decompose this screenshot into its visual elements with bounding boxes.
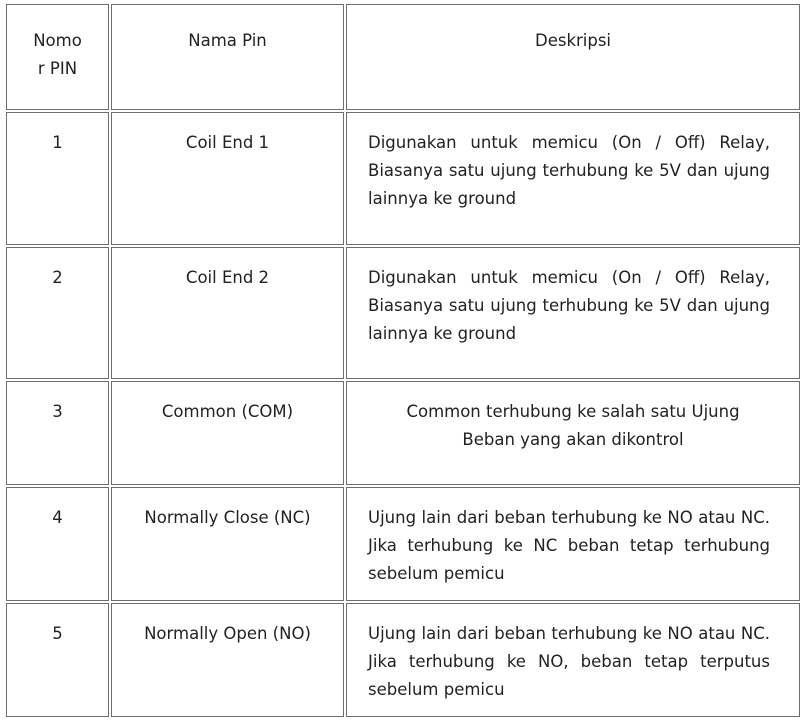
pin-name-cell: Common (COM): [111, 381, 344, 485]
header-pin-number-line2: r PIN: [37, 59, 78, 78]
pin-number-cell: 1: [6, 112, 109, 245]
pin-number-cell: 2: [6, 247, 109, 379]
pin-description-cell: Common terhubung ke salah satu Ujung Beban yang akan dikontrol: [346, 381, 800, 485]
pin-number-cell: 5: [6, 603, 109, 717]
pin-number-cell: 3: [6, 381, 109, 485]
pin-description-cell: Digunakan untuk memicu (On / Off) Relay, Biasanya satu ujung terhubung ke 5V dan ujung lainnya ke ground: [346, 247, 800, 379]
pin-description-cell: Ujung lain dari beban terhubung ke NO atau NC. Jika terhubung ke NC beban tetap terhubung sebelum pemicu: [346, 487, 800, 601]
pin-description-cell: Digunakan untuk memicu (On / Off) Relay, Biasanya satu ujung terhubung ke 5V dan ujung lainnya ke ground: [346, 112, 800, 245]
table-row: [6, 603, 800, 717]
pin-number-cell: 4: [6, 487, 109, 601]
pin-name-cell: Coil End 2: [111, 247, 344, 379]
table-header-row: [6, 4, 800, 110]
table-row: [6, 487, 800, 601]
pin-table: [4, 2, 802, 719]
pin-name-cell: Normally Close (NC): [111, 487, 344, 601]
header-pin-number: [6, 4, 109, 110]
pin-name-cell: Coil End 1: [111, 112, 344, 245]
table-row: [6, 112, 800, 245]
table-row: [6, 247, 800, 379]
pin-description-cell: Ujung lain dari beban terhubung ke NO atau NC. Jika terhubung ke NO, beban tetap terputus sebelum pemicu: [346, 603, 800, 717]
header-pin-name: Nama Pin: [111, 4, 344, 110]
pin-name-cell: Normally Open (NO): [111, 603, 344, 717]
table-row: [6, 381, 800, 485]
header-description: Deskripsi: [346, 4, 800, 110]
header-pin-number-line1: Nomo: [33, 31, 82, 50]
